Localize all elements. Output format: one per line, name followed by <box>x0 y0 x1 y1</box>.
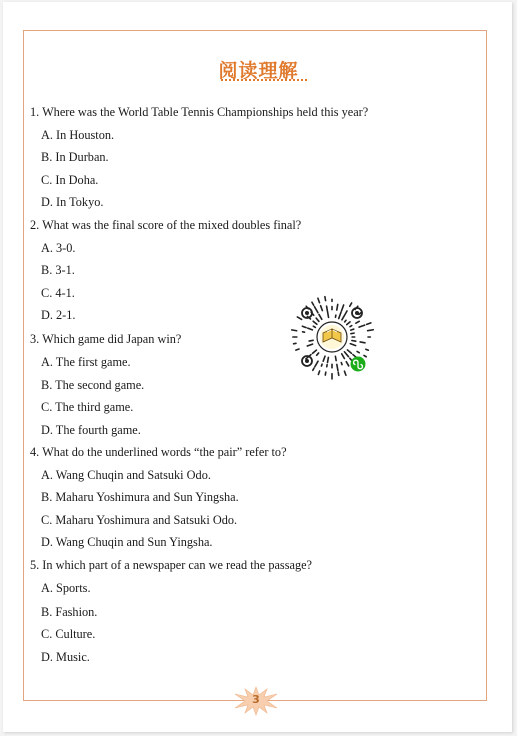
question-5-option-c: C. Culture. <box>41 627 96 641</box>
question-1-option-d: D. In Tokyo. <box>41 195 104 209</box>
question-5-stem: 5. In which part of a newspaper can we read the passage? <box>30 558 313 572</box>
qr-code-dash <box>350 303 352 306</box>
qr-code-dash <box>321 306 323 311</box>
question-4-stem: 4. What do the underlined words “the pair” refer to? <box>30 445 287 459</box>
qr-code-dash <box>356 321 359 323</box>
qr-locator-dot <box>355 311 359 315</box>
qr-code-dash <box>339 312 341 318</box>
qr-code-dash <box>309 340 313 341</box>
qr-code-dash <box>325 372 326 375</box>
qr-code-dash <box>342 354 345 359</box>
qr-code-dash <box>318 371 319 374</box>
qr-code-dash <box>342 314 345 320</box>
question-4-option-b: B. Maharu Yoshimura and Sun Yingsha. <box>41 490 239 504</box>
qr-locator-dot <box>305 359 309 363</box>
qr-code-dash <box>302 326 306 327</box>
qr-code-dash <box>296 349 299 350</box>
question-5-option-a: A. Sports. <box>41 581 91 595</box>
question-1-option-b: B. In Durban. <box>41 150 109 164</box>
qr-code-dash <box>342 305 344 311</box>
question-2-option-d: D. 2-1. <box>41 308 76 322</box>
qr-code-dash <box>337 304 338 310</box>
qr-code-dash <box>344 352 348 357</box>
question-2-option-c: C. 4-1. <box>41 286 75 300</box>
qr-code-dash <box>327 306 328 310</box>
qr-code-dash <box>307 344 312 346</box>
qr-code-dash <box>351 333 354 334</box>
qr-code-dash <box>318 298 320 302</box>
page-title: 阅读理解 <box>218 60 299 82</box>
qr-code-dash <box>347 322 350 325</box>
qr-code-dash <box>346 362 348 366</box>
question-3-option-d: D. The fourth game. <box>41 423 141 437</box>
qr-code-dash <box>313 368 314 370</box>
qr-code-dash <box>313 350 317 353</box>
qr-center-logo <box>317 322 347 352</box>
qr-code-dash <box>364 355 366 356</box>
qr-code-dash <box>316 318 319 321</box>
question-3-option-b: B. The second game. <box>41 378 145 392</box>
qr-code-dash <box>328 357 329 362</box>
question-4-option-c: C. Maharu Yoshimura and Satsuki Odo. <box>41 513 238 527</box>
question-2-option-b: B. 3-1. <box>41 263 75 277</box>
qr-code-dash <box>313 326 315 327</box>
question-3-option-c: C. The third game. <box>41 400 134 414</box>
qr-code-dash <box>327 311 328 317</box>
qr-code-dash <box>325 297 326 301</box>
qr-code-dash <box>344 371 345 375</box>
qr-code-dash <box>313 321 317 324</box>
qr-code-dash <box>360 342 365 343</box>
wechat-mini-program-icon <box>351 357 366 372</box>
question-5-option-d: D. Music. <box>41 650 90 664</box>
title-underline <box>221 79 307 81</box>
mini-program-qr-code[interactable] <box>287 293 377 383</box>
page-number: 3 <box>252 693 260 706</box>
qr-code-dash <box>315 307 318 313</box>
question-1-option-c: C. In Doha. <box>41 173 99 187</box>
question-2-stem: 2. What was the final score of the mixed doubles final? <box>30 218 302 232</box>
question-1-option-a: A. In Houston. <box>41 128 115 142</box>
qr-code-dash <box>337 364 338 370</box>
qr-locator-dot <box>305 311 309 315</box>
qr-code-dash <box>338 372 339 375</box>
question-3-stem: 3. Which game did Japan win? <box>30 332 182 346</box>
question-2-option-a: A. 3-0. <box>41 241 76 255</box>
qr-code-dash <box>350 358 352 360</box>
qr-code-dash <box>368 330 374 331</box>
qr-code-dash <box>321 364 322 366</box>
qr-code-dash <box>357 351 359 352</box>
qr-code-dash <box>347 350 351 353</box>
qr-code-dash <box>366 349 369 350</box>
qr-code-dash <box>359 313 361 315</box>
qr-code-dash <box>352 341 356 342</box>
qr-code-dash <box>317 353 319 355</box>
qr-code-dash <box>297 317 301 319</box>
qr-code-dash <box>319 314 322 319</box>
qr-code-dash <box>323 356 325 361</box>
qr-code-dash <box>335 356 336 360</box>
qr-code-dash <box>351 329 354 330</box>
question-5-option-b: B. Fashion. <box>41 605 98 619</box>
qr-code-dash <box>367 323 371 325</box>
question-3-option-a: A. The first game. <box>41 355 131 369</box>
qr-code-dash <box>341 363 342 365</box>
question-4-option-d: D. Wang Chuqin and Sun Yingsha. <box>41 535 213 549</box>
qr-code-dash <box>359 325 365 327</box>
qr-code-dash <box>350 344 355 346</box>
qr-code-dash <box>312 302 314 305</box>
qr-code-dash <box>345 320 346 322</box>
qr-code-dash <box>292 330 297 331</box>
qr-code-dash <box>350 326 352 327</box>
question-1-stem: 1. Where was the World Table Tennis Championships held this year? <box>30 105 369 119</box>
qr-code-dash <box>346 311 347 314</box>
qr-code-dash <box>308 328 313 330</box>
question-4-option-a: A. Wang Chuqin and Satsuki Odo. <box>41 468 211 482</box>
qr-code-dash <box>315 361 318 367</box>
